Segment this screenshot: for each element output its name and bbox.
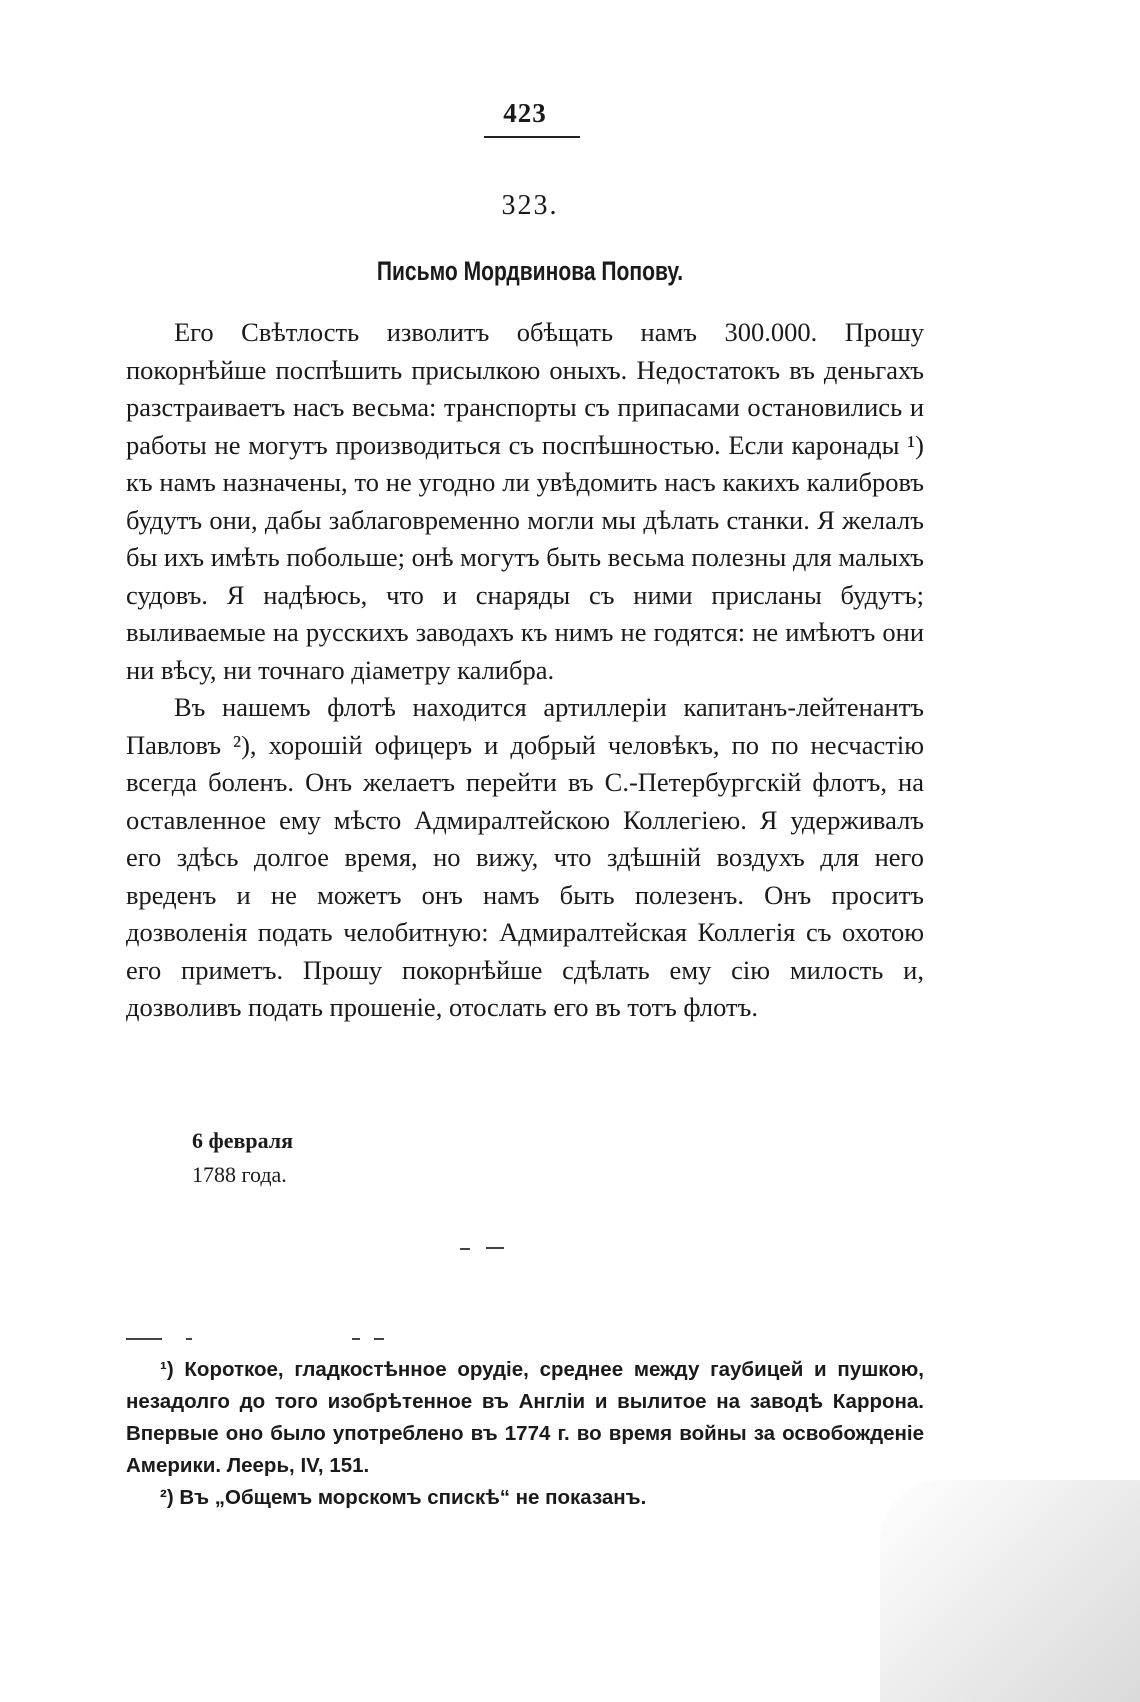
end-mark-right (486, 1247, 504, 1249)
footnote-rule-dash (352, 1338, 360, 1340)
footnote: ²) Въ „Общемъ морскомъ спискѣ“ не показанъ. (160, 1486, 647, 1509)
end-mark-left (460, 1248, 470, 1250)
letter-body (126, 314, 924, 1027)
document-number: 323. (501, 190, 559, 221)
page-number: 423 (503, 98, 547, 128)
scan-shadow (880, 1480, 1140, 1702)
paragraph: Его Свѣтлость изволитъ обѣщать намъ 300.000. Прошу покорнѣйше поспѣшить присылкою оныхъ. Недостатокъ въ деньгахъ разстраиваетъ насъ весьма: транспорты съ припасами остановились и работы не могутъ производиться съ поспѣшностью. Если каронады ¹) къ намъ назначены, то не угодно ли увѣдомить насъ какихъ калибровъ будутъ они, дабы заблаговременно могли мы дѣлать станки. Я желалъ бы ихъ имѣть побольше; онѣ могутъ быть весьма полезны для малыхъ судовъ. Я надѣюсь, что и снаряды съ ними присланы будутъ; выливаемые на русскихъ заводахъ къ нимъ не годятся: не имѣютъ они ни вѣсу, ни точнаго діаметру калибра. (126, 317, 924, 685)
footnote-rule-dash (186, 1338, 192, 1340)
footnotes (126, 1354, 924, 1514)
page-number-underline (484, 136, 580, 138)
date-year: 1788 года. (192, 1162, 287, 1187)
footnote: ¹) Короткое, гладкостѣнное орудіе, среднее между гаубицей и пушкою, незадолго до того изобрѣтенное въ Англіи и вылитое на заводѣ Каррона. Впервые оно было употреблено въ 1774 г. во время войны за освобожденіе Америки. Леерь, IV, 151. (126, 1358, 924, 1477)
footnote-rule (126, 1338, 162, 1340)
document-title: Письмо Мордвинова Попову. (376, 256, 684, 286)
footnote-rule-dash (374, 1338, 384, 1340)
paragraph: Въ нашемъ флотѣ находится артиллеріи капитанъ-лейтенантъ Павловъ ²), хорошій офицеръ и добрый человѣкъ, по по несчастію всегда боленъ. Онъ желаетъ перейти въ С.-Петербургскій флотъ, на оставленное ему мѣсто Адмиралтейскою Коллегіею. Я удерживалъ его здѣсь долгое время, но вижу, что здѣшній воздухъ для него вреденъ и не можетъ онъ намъ быть полезенъ. Онъ проситъ дозволенія подать челобитную: Адмиралтейская Коллегія съ охотою его приметъ. Прошу покорнѣйше сдѣлать ему сію милость и, дозволивъ подать прошеніе, отослать его въ тотъ флотъ. (126, 692, 924, 1022)
date-day: 6 февраля (192, 1128, 294, 1153)
